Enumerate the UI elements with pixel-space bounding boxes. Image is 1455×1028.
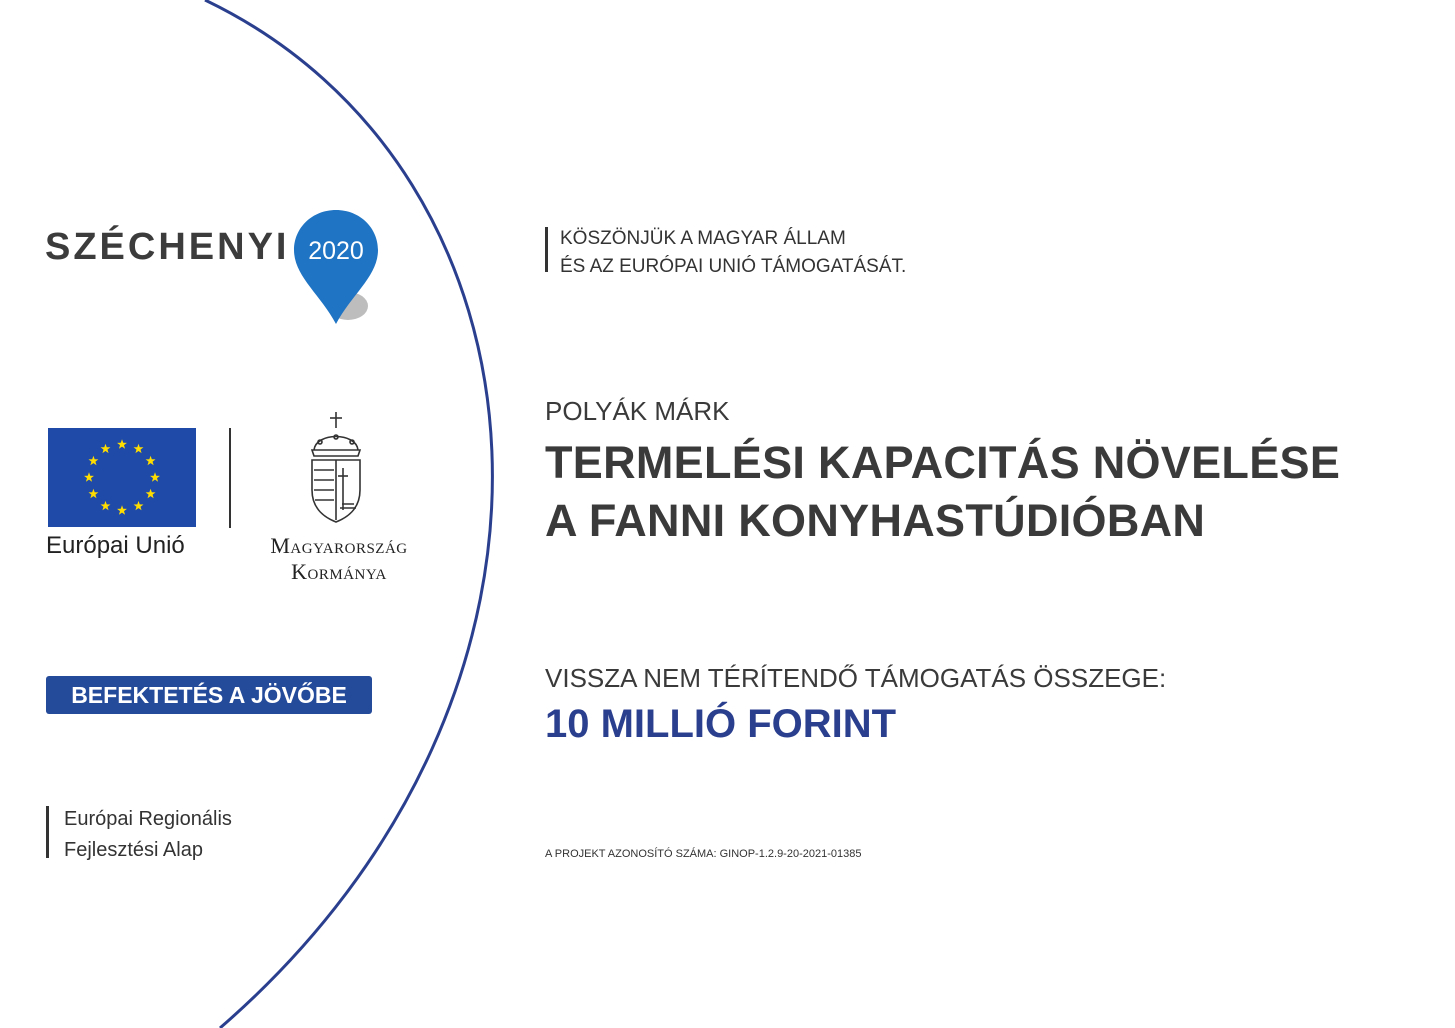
project-title (545, 434, 1340, 550)
erfa-line2: Fejlesztési Alap (64, 839, 203, 861)
erfa-text (64, 804, 232, 866)
project-title-line1: TERMELÉSI KAPACITÁS NÖVELÉSE (545, 437, 1341, 488)
szechenyi-logo-text: SZÉCHENYI (45, 226, 290, 268)
hungarian-crest-icon (306, 410, 366, 525)
invest-future-badge: BEFEKTETÉS A JÖVŐBE (46, 676, 372, 714)
project-title-line2: A FANNI KONYHASTÚDIÓBAN (545, 495, 1206, 546)
erfa-line1: Európai Regionális (64, 808, 232, 830)
thanks-divider (545, 227, 548, 272)
grant-amount-label: VISSZA NEM TÉRÍTENDŐ TÁMOGATÁS ÖSSZEGE: (545, 663, 1167, 693)
eu-flag-icon (48, 428, 196, 527)
thanks-line1: KÖSZÖNJÜK A MAGYAR ÁLLAM (560, 228, 846, 249)
beneficiary-name: POLYÁK MÁRK (545, 396, 730, 426)
logo-divider (229, 428, 231, 528)
erfa-divider (46, 806, 49, 858)
government-label-line2: Kormánya (291, 559, 387, 584)
location-pin-icon (290, 206, 382, 328)
grant-amount-value: 10 MILLIÓ FORINT (545, 702, 897, 746)
government-label (248, 533, 430, 585)
eu-label: Európai Unió (46, 532, 185, 559)
thanks-text (560, 225, 906, 281)
thanks-line2: ÉS AZ EURÓPAI UNIÓ TÁMOGATÁSÁT. (560, 256, 907, 277)
szechenyi-year: 2020 (308, 237, 364, 265)
government-label-line1: Magyarország (270, 533, 408, 558)
project-id: A PROJEKT AZONOSÍTÓ SZÁMA: GINOP-1.2.9-20-2021-01385 (545, 848, 862, 860)
